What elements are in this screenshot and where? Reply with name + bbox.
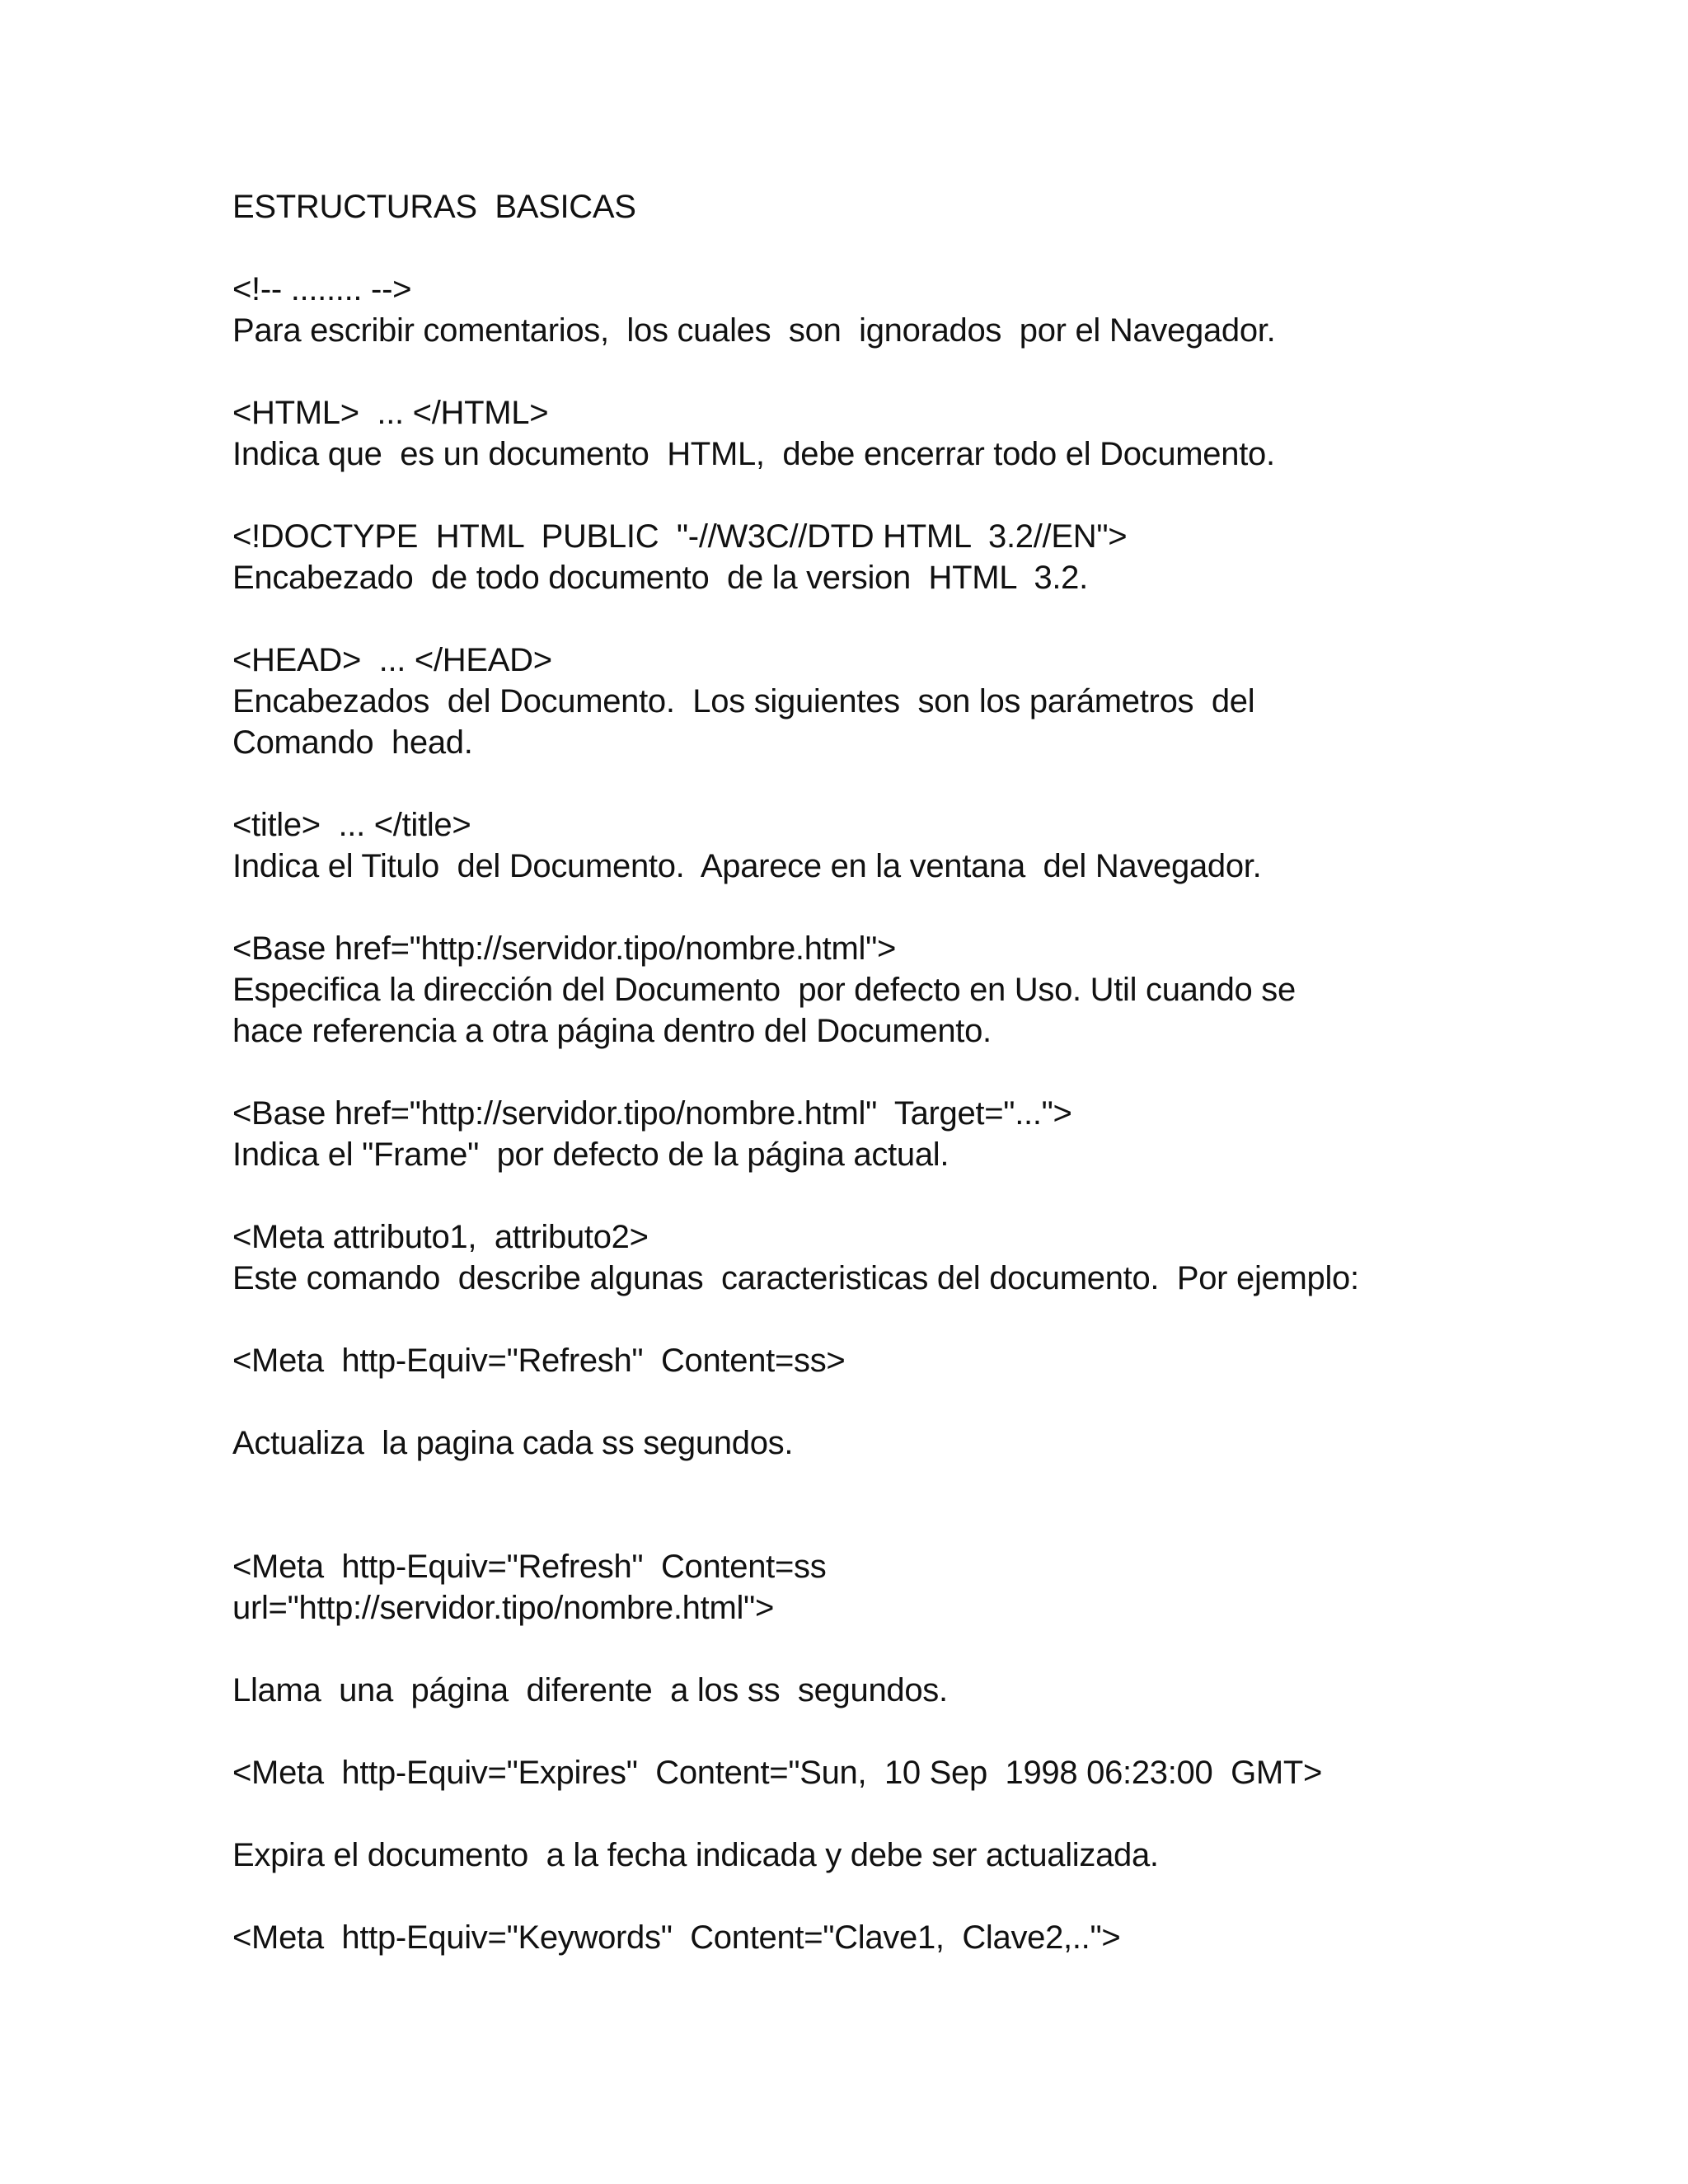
meta-refresh-url-description: Llama una página diferente a los ss segundos. — [232, 1672, 948, 1708]
document-title: ESTRUCTURAS BASICAS — [232, 189, 636, 225]
section-description: Indica el "Frame" por defecto de la página actual. — [232, 1137, 950, 1173]
meta-refresh-example: <Meta http-Equiv="Refresh" Content=ss> — [232, 1343, 846, 1379]
meta-refresh-url-example: <Meta http-Equiv="Refresh" Content=ss — [232, 1549, 827, 1585]
section-base — [232, 928, 1518, 1052]
section-base-target — [232, 1093, 1518, 1175]
section-html — [232, 392, 1518, 475]
section-comment — [232, 269, 1518, 351]
meta-expires-description: Expira el documento a la fecha indicada y debe ser actualizada. — [232, 1837, 1159, 1873]
meta-keywords-example: <Meta http-Equiv="Keywords" Content="Clave1, Clave2,.."> — [232, 1919, 1121, 1956]
section-tag: <HEAD> ... </HEAD> — [232, 642, 552, 678]
section-head — [232, 640, 1518, 763]
section-description: Indica el Titulo del Documento. Aparece en la ventana del Navegador. — [232, 848, 1262, 884]
section-meta — [232, 1216, 1518, 1299]
section-tag: <Base href="http://servidor.tipo/nombre.html"> — [232, 930, 897, 967]
section-tag: <Base href="http://servidor.tipo/nombre.html" Target="..."> — [232, 1095, 1072, 1132]
section-description: Para escribir comentarios, los cuales son ignorados por el Navegador. — [232, 312, 1276, 349]
section-description: Este comando describe algunas caracteristicas del documento. Por ejemplo: — [232, 1260, 1359, 1296]
section-title — [232, 804, 1518, 887]
section-tag: <title> ... </title> — [232, 807, 471, 843]
section-doctype — [232, 516, 1518, 598]
meta-refresh-url-example-cont: url="http://servidor.tipo/nombre.html"> — [232, 1590, 775, 1626]
section-description: Encabezado de todo documento de la version HTML 3.2. — [232, 560, 1088, 596]
document-body — [232, 186, 1518, 1958]
meta-expires-example: <Meta http-Equiv="Expires" Content="Sun, 10 Sep 1998 06:23:00 GMT> — [232, 1755, 1323, 1791]
section-description: hace referencia a otra página dentro del Documento. — [232, 1013, 992, 1049]
section-tag: <HTML> ... </HTML> — [232, 395, 549, 431]
section-tag: <!DOCTYPE HTML PUBLIC "-//W3C//DTD HTML 3.2//EN"> — [232, 518, 1128, 555]
section-description: Especifica la dirección del Documento por defecto en Uso. Util cuando se — [232, 972, 1296, 1008]
section-description: Indica que es un documento HTML, debe encerrar todo el Documento. — [232, 436, 1275, 472]
section-description: Encabezados del Documento. Los siguientes son los parámetros del — [232, 683, 1255, 719]
section-tag: <Meta attributo1, attributo2> — [232, 1219, 649, 1255]
meta-refresh-description: Actualiza la pagina cada ss segundos. — [232, 1425, 794, 1461]
section-description: Comando head. — [232, 724, 473, 761]
section-tag: <!-- ........ --> — [232, 271, 412, 307]
